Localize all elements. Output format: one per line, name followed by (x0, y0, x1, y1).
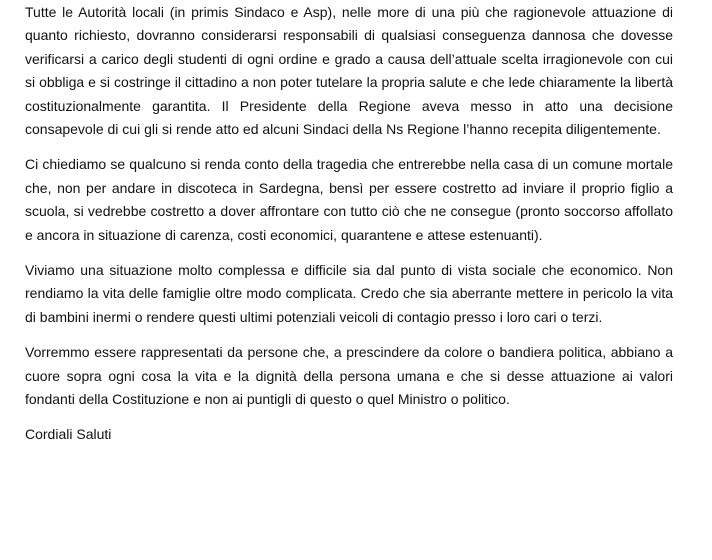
closing-salutation: Cordiali Saluti (25, 425, 112, 442)
document-body (25, 0, 673, 446)
paragraph-complex-situation: Viviamo una situazione molto complessa e difficile sia dal punto di vista sociale che economico. Non rendiamo la vita delle famiglie oltre modo complicata. Credo che sia aberrante mettere in pericolo la vita di bambini inermi o rendere questi ultimi potenziali veicoli di contagio presso i loro cari o terzi. (25, 262, 673, 325)
paragraph-representation-wish: Vorremmo essere rappresentati da persone che, a prescindere da colore o bandiera politica, abbiano a cuore sopra ogni cosa la vita e la dignità della persona umana e che si desse attuazione ai valori fondanti della Costituzione e non ai puntigli di questo o quel Ministro o politico. (25, 344, 673, 408)
paragraph-tragedy-question: Ci chiediamo se qualcuno si renda conto della tragedia che entrerebbe nella casa di un comune mortale che, non per andare in discoteca in Sardegna, bensì per essere costretto ad inviare il proprio figlio a scuola, si vedrebbe costretto a dover affrontare con tutto ciò che ne consegue (pronto soccorso affollato e ancora in situazione di carenza, costi economici, quarantene e attese estenuanti). (25, 156, 673, 243)
paragraph-authorities-responsibility: Tutte le Autorità locali (in primis Sindaco e Asp), nelle more di una più che ragionevole attuazione di quanto richiesto, dovranno considerarsi responsabili di qualsiasi conseguenza dannosa che dovesse verificarsi a carico degli studenti di ogni ordine e grado a causa dell’attuale scelta irragionevole con cui si obbliga e si costringe il cittadino a non poter tutelare la propria salute e che lede chiaramente la libertà costituzionalmente garantita. Il Presidente della Regione aveva messo in atto una decisione consapevole di cui gli si rende atto ed alcuni Sindaci della Ns Regione l’hanno recepita diligentemente. (25, 4, 673, 138)
